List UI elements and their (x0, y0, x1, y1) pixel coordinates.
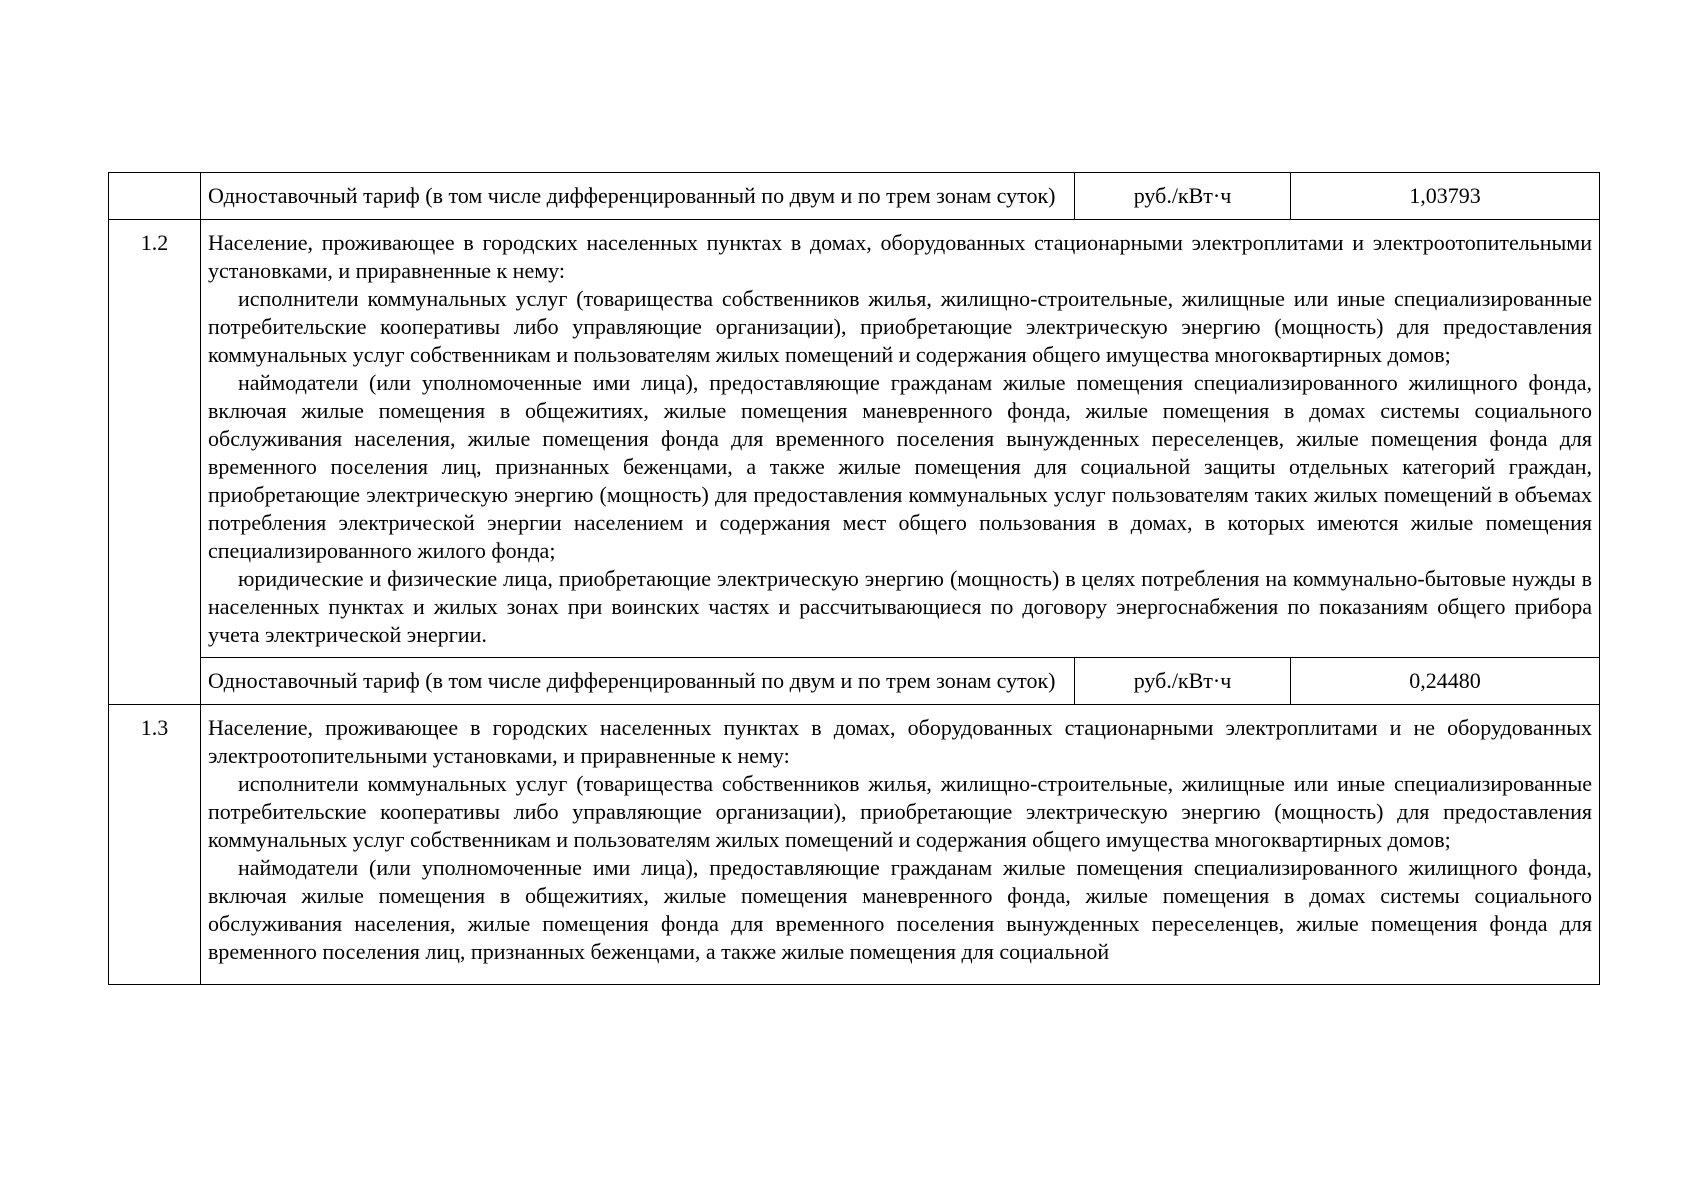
description-paragraph: Население, проживающее в городских населенных пунктах в домах, оборудованных стационарными электроплитами и электроотопительными установками, и приравненные к нему: (208, 230, 1592, 283)
description-paragraph: исполнители коммунальных услуг (товарищества собственников жилья, жилищно-строительные, жилищные или иные специализированные потребительские кооперативы либо управляющие организации), приобретающие электрическую энергию (мощность) для предоставления коммунальных услуг собственникам и пользователям жилых помещений и содержания общего имущества многоквартирных домов; (208, 771, 1592, 852)
row-description-1-3 (201, 705, 1600, 985)
table-row-1-3 (109, 705, 1600, 985)
description-paragraph: исполнители коммунальных услуг (товарищества собственников жилья, жилищно-строительные, жилищные или иные специализированные потребительские кооперативы либо управляющие организации), приобретающие электрическую энергию (мощность) для предоставления коммунальных услуг собственникам и пользователям жилых помещений и содержания общего имущества многоквартирных домов; (208, 286, 1592, 367)
table-row-tariff-top (109, 173, 1600, 220)
description-paragraph: наймодатели (или уполномоченные ими лица), предоставляющие гражданам жилые помещения специализированного жилищного фонда, включая жилые помещения в общежитиях, жилые помещения маневренного фонда, жилые помещения в домах системы социального обслуживания населения, жилые помещения фонда для временного поселения вынужденных переселенцев, жилые помещения фонда для временного поселения лиц, признанных беженцами, а также жилые помещения для социальной защиты отдельных категорий граждан, приобретающие электрическую энергию (мощность) для предоставления коммунальных услуг пользователям таких жилых помещений в объемах потребления электрической энергии населением и содержания мест общего пользования в домах, в которых имеются жилые помещения специализированного жилого фонда; (208, 370, 1592, 563)
description-paragraph: Население, проживающее в городских населенных пунктах в домах, оборудованных стационарными электроплитами и не оборудованных электроотопительными установками, и приравненные к нему: (208, 715, 1592, 768)
tariff-value-cell: 0,24480 (1291, 658, 1600, 705)
tariff-name-cell: Одноставочный тариф (в том числе дифференцированный по двум и по трем зонам суток) (201, 658, 1075, 705)
description-clip (208, 714, 1592, 976)
row-number-text: 1.3 (140, 715, 169, 740)
description-paragraph: наймодатели (или уполномоченные ими лица), предоставляющие гражданам жилые помещения специализированного жилищного фонда, включая жилые помещения в общежитиях, жилые помещения маневренного фонда, жилые помещения в домах системы социального обслуживания населения, жилые помещения фонда для временного поселения вынужденных переселенцев, жилые помещения фонда для временного поселения лиц, признанных беженцами, а также жилые помещения для социальной (208, 855, 1592, 964)
row-number-1-2 (109, 220, 201, 705)
table-row-1-2-tariff (109, 658, 1600, 705)
row-number-1-3 (109, 705, 201, 985)
table-row-1-2 (109, 220, 1600, 658)
tariff-unit-cell: руб./кВт·ч (1075, 658, 1291, 705)
tariff-table (108, 172, 1600, 985)
tariff-unit-cell: руб./кВт·ч (1075, 173, 1291, 220)
description-paragraph: юридические и физические лица, приобретающие электрическую энергию (мощность) в целях потребления на коммунально-бытовые нужды в населенных пунктах и жилых зонах при воинских частях и рассчитывающиеся по договору энергоснабжения по показаниям общего прибора учета электрической энергии. (208, 566, 1592, 647)
tariff-name-cell: Одноставочный тариф (в том числе дифференцированный по двум и по трем зонам суток) (201, 173, 1075, 220)
row-description-1-2 (201, 220, 1600, 658)
tariff-value-cell: 1,03793 (1291, 173, 1600, 220)
row-number-cell-empty (109, 173, 201, 220)
row-number-text: 1.2 (140, 230, 169, 255)
